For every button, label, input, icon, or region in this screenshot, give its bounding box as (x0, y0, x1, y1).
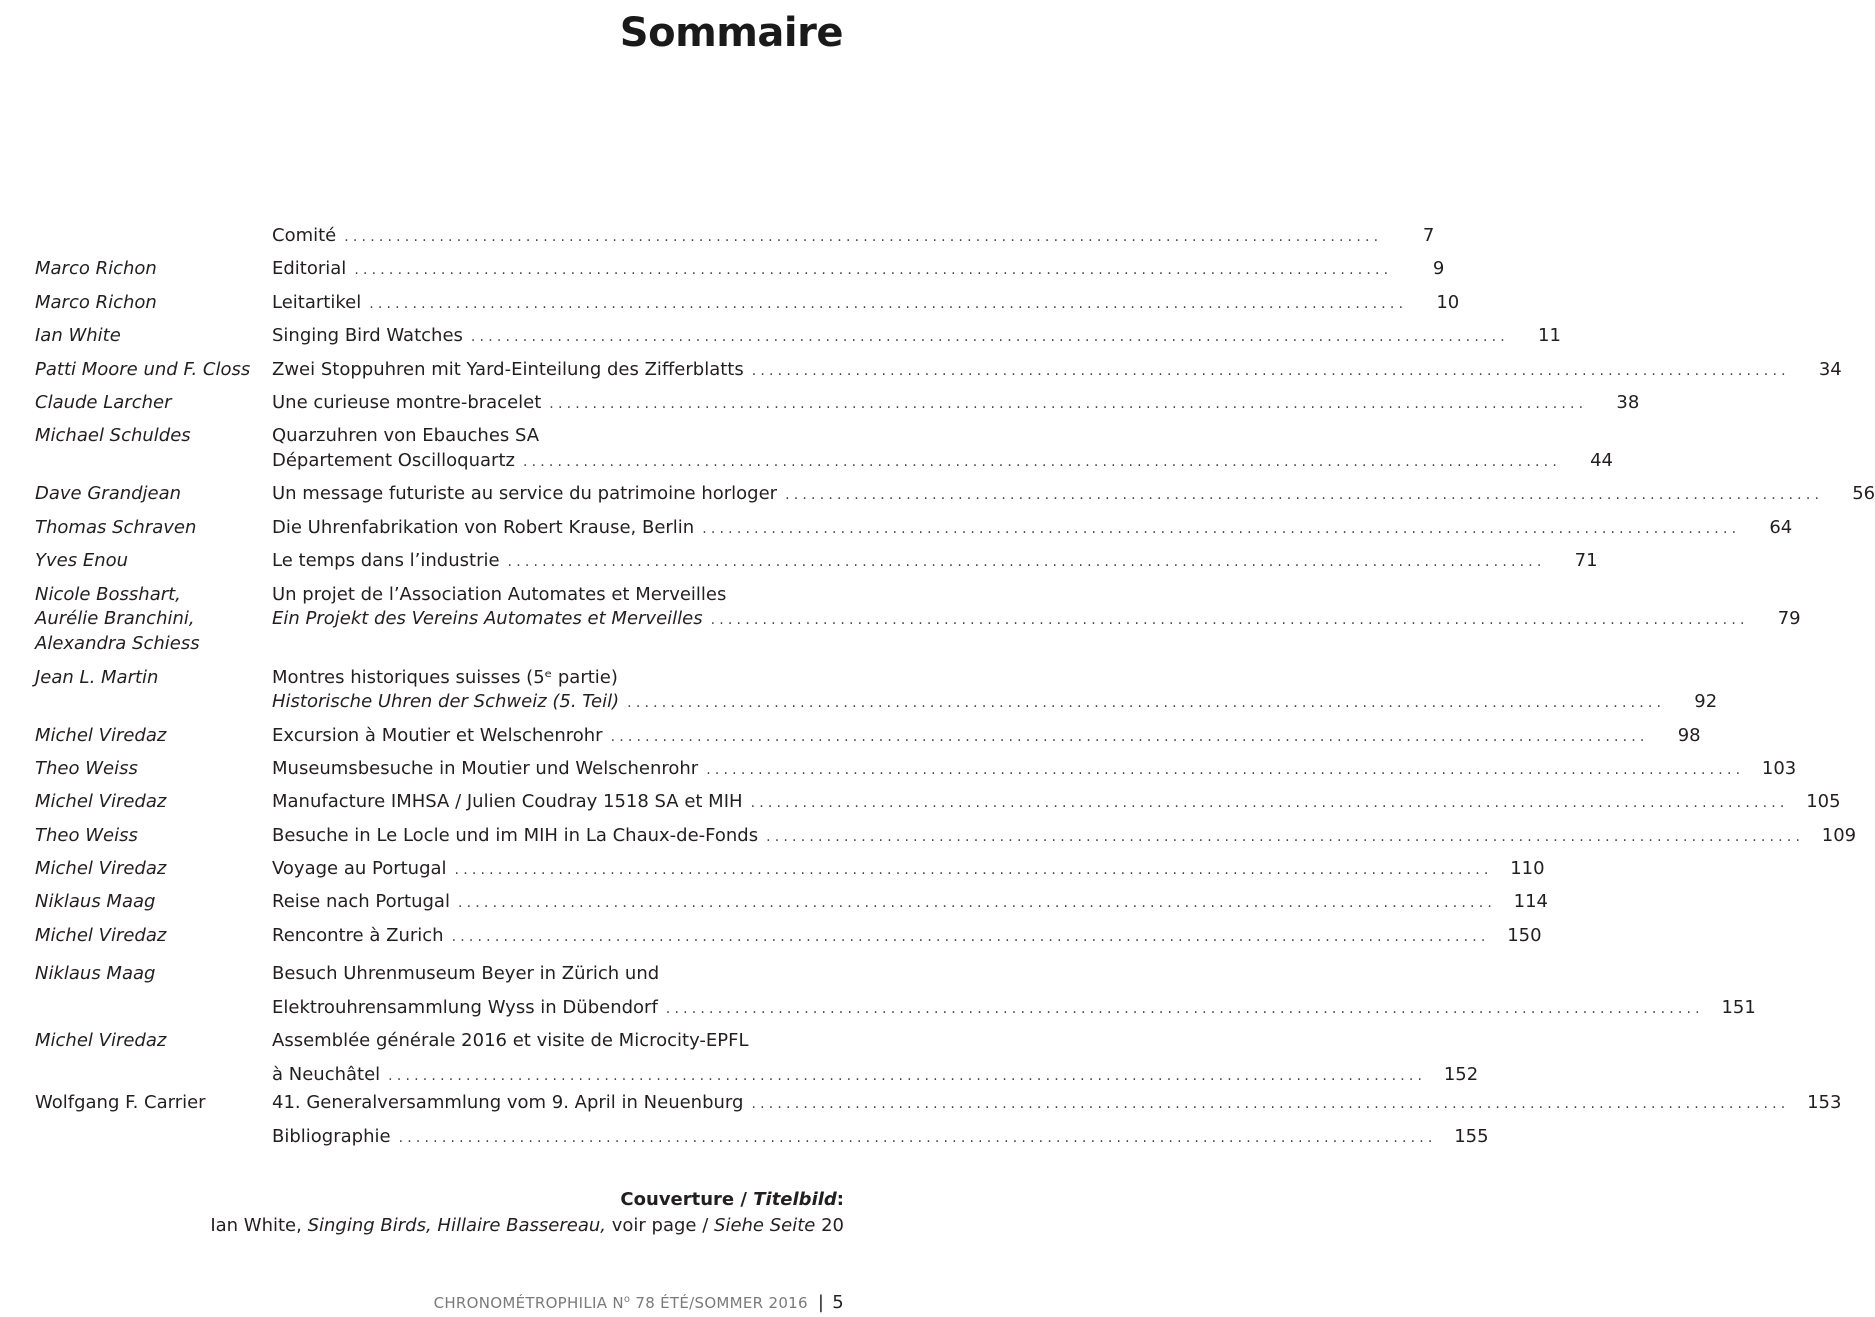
toc-author-line: Michel Viredaz (35, 724, 167, 746)
dot-leader: ........................................................................................................................ (457, 895, 1496, 912)
toc-title-line (272, 224, 1435, 250)
toc-title: Le temps dans l’industrie (272, 550, 500, 572)
toc-title: Die Uhrenfabrikation von Robert Krause, Berlin (272, 516, 695, 538)
page-title: Sommaire (619, 10, 843, 56)
page-footer: CHRONOMÉTROPHILIA $N^o$ 78 ÉTÉ/SOMMER 2016 | 5 (433, 1292, 844, 1313)
toc-author-line: Aurélie Branchini, (35, 608, 195, 630)
toc-page-number: 103 (1761, 757, 1797, 779)
toc-author-line: Patti Moore und F. Closs (35, 358, 251, 380)
dot-leader: ........................................................................................................................ (454, 862, 1493, 879)
dot-leader: ........................................................................................................................ (702, 520, 1741, 537)
toc-entry (0, 1125, 1489, 1158)
toc-title-line (272, 549, 1598, 575)
toc-title-line (272, 1024, 844, 1057)
toc-title-line (272, 991, 1756, 1026)
toc-entry (0, 1024, 1479, 1091)
toc-page-number: 79 (1777, 608, 1801, 630)
toc-titles (272, 516, 1793, 542)
toc-entry (0, 224, 1435, 257)
toc-title: Une curieuse montre-bracelet (272, 391, 542, 413)
toc-titles (272, 324, 1561, 350)
dot-leader: ........................................................................................................................ (610, 728, 1649, 745)
footer-separator: | (817, 1292, 825, 1313)
toc-entry (0, 482, 1875, 515)
toc-page-number: 152 (1443, 1063, 1479, 1085)
toc-page-number: 71 (1574, 550, 1598, 572)
toc-title-line (272, 516, 1793, 542)
toc-page-number: 7 (1422, 225, 1435, 246)
toc-titles (272, 583, 1801, 633)
toc-title: Historische Uhren der Schweiz (5. Teil) (272, 691, 620, 713)
toc-entry (0, 857, 1545, 890)
toc-titles (272, 549, 1598, 575)
toc-page-number: 153 (1807, 1092, 1842, 1114)
toc-title-line (272, 257, 1445, 283)
toc-entry (0, 516, 1793, 549)
toc-author-line: Michel Viredaz (35, 791, 167, 813)
toc-author (35, 424, 267, 449)
toc-page-number: 109 (1821, 824, 1857, 846)
toc-page-number: 105 (1806, 791, 1841, 813)
dot-leader: ........................................................................................................................ (388, 1067, 1427, 1084)
journal-name: CHRONOMÉTROPHILIA N (433, 1294, 624, 1312)
toc-author (35, 924, 267, 949)
toc-titles (272, 824, 1857, 850)
toc-entry (0, 391, 1640, 424)
toc-page-number: 110 (1510, 858, 1545, 880)
toc-author-line: Theo Weiss (35, 757, 138, 779)
toc-entry (0, 549, 1598, 582)
dot-leader: ........................................................................................................................ (751, 362, 1790, 379)
toc-author (35, 957, 267, 990)
toc-author-line: Alexandra Schiess (35, 632, 200, 654)
toc-entry (0, 291, 1460, 324)
toc-author (35, 790, 267, 815)
toc-title-line (272, 790, 1841, 816)
toc-author-line: Michel Viredaz (35, 924, 167, 946)
toc-author-line: Jean L. Martin (35, 666, 159, 688)
toc-title-line (272, 424, 844, 449)
toc-title-line (272, 607, 1801, 633)
toc-author (35, 391, 267, 416)
toc-title: Reise nach Portugal (272, 891, 450, 913)
dot-leader: ........................................................................................................................ (750, 795, 1789, 812)
toc-author-line: Thomas Schraven (35, 516, 197, 538)
dot-leader: ........................................................................................................................ (751, 1096, 1790, 1113)
toc-author (35, 1024, 267, 1057)
toc-author (35, 516, 267, 541)
cover-credit (210, 1187, 844, 1239)
toc-author (35, 549, 267, 574)
toc-author (35, 1091, 267, 1116)
toc-title: Editorial (272, 258, 347, 280)
toc-title: Leitartikel (272, 291, 362, 313)
toc-title: Département Oscilloquartz (272, 449, 515, 471)
toc-title: Excursion à Moutier et Welschenrohr (272, 724, 603, 746)
dot-leader: ........................................................................................................................ (665, 1000, 1704, 1017)
toc-entry (0, 790, 1841, 823)
toc-author (35, 666, 267, 691)
toc-title: à Neuchâtel (272, 1063, 381, 1085)
toc-title: Montres historiques suisses (5ᵉ partie) (272, 666, 618, 688)
toc-page-number: 98 (1677, 724, 1701, 746)
toc-title-line (272, 583, 844, 608)
dot-leader: ........................................................................................................................ (451, 928, 1490, 945)
toc-page-number: 38 (1616, 391, 1640, 413)
toc-title-line (272, 1058, 1479, 1093)
toc-entry (0, 358, 1842, 391)
toc-page-number: 44 (1590, 449, 1613, 471)
toc-entry (0, 583, 1801, 666)
toc-titles (272, 1024, 1479, 1093)
toc-page-number: 92 (1694, 691, 1718, 713)
toc-author-line: Dave Grandjean (35, 483, 182, 505)
dot-leader: ........................................................................................................................ (507, 554, 1546, 571)
toc-title-line (272, 666, 844, 691)
toc-titles (272, 291, 1460, 317)
toc-author-line: Michel Viredaz (35, 858, 167, 880)
toc-title: Rencontre à Zurich (272, 924, 444, 946)
toc-author-line: Michael Schuldes (35, 425, 191, 447)
toc-titles (272, 757, 1797, 783)
dot-leader: ........................................................................................................................ (398, 1129, 1437, 1146)
toc-page-number: 150 (1507, 924, 1542, 946)
dot-leader: ........................................................................................................................ (710, 612, 1749, 629)
toc-entry (0, 924, 1542, 957)
cover-heading-de: Titelbild (753, 1189, 837, 1210)
toc-titles (272, 957, 1756, 1026)
dot-leader: ........................................................................................................................ (344, 229, 1383, 245)
toc-title: Voyage au Portugal (272, 858, 447, 880)
toc-author (35, 583, 267, 657)
toc-title-line (272, 482, 1875, 508)
toc-author-line: Wolfgang F. Carrier (35, 1092, 206, 1114)
toc-page-number: 155 (1454, 1125, 1489, 1147)
toc-entry (0, 1091, 1842, 1124)
toc-author-line: Niklaus Maag (35, 891, 156, 913)
toc-titles (272, 482, 1875, 508)
toc-titles (272, 924, 1542, 950)
toc-page-number: 10 (1436, 291, 1460, 313)
toc-title-line (272, 924, 1542, 950)
toc-title: Besuche in Le Locle und im MIH in La Chaux-de-Fonds (272, 824, 759, 846)
toc-title: Museumsbesuche in Moutier und Welschenrohr (272, 757, 699, 779)
toc-titles (272, 857, 1545, 883)
toc-title-line (272, 690, 1718, 716)
issue-label: 78 ÉTÉ/SOMMER 2016 (630, 1294, 808, 1312)
toc-entry (0, 257, 1445, 290)
dot-leader: ........................................................................................................................ (627, 695, 1666, 712)
toc-title: Besuch Uhrenmuseum Beyer in Zürich und (272, 963, 660, 985)
toc-author-line: Yves Enou (35, 550, 129, 572)
toc-author-line: Claude Larcher (35, 391, 172, 413)
toc-titles (272, 890, 1548, 916)
toc-title: Ein Projekt des Vereins Automates et Merveilles (272, 608, 703, 630)
toc-entry (0, 957, 1756, 1024)
toc-title: Singing Bird Watches (272, 325, 463, 347)
toc-title-line (272, 757, 1797, 783)
toc-titles (272, 724, 1701, 750)
toc-author-line: Michel Viredaz (35, 1030, 167, 1052)
toc-entry (0, 757, 1797, 790)
toc-title: Quarzuhren von Ebauches SA (272, 425, 540, 447)
toc-page-number: 56 (1852, 483, 1875, 505)
toc-page-number: 11 (1538, 325, 1561, 347)
toc-page-number: 114 (1513, 891, 1548, 913)
toc-entry (0, 724, 1701, 757)
toc-author-line: Niklaus Maag (35, 963, 156, 985)
toc-author (35, 857, 267, 882)
toc-titles (272, 391, 1640, 417)
toc-titles (272, 790, 1841, 816)
toc-title-line (272, 324, 1561, 350)
toc-title-line (272, 890, 1548, 916)
toc-author (35, 482, 267, 507)
toc-title-line (272, 857, 1545, 883)
toc-author (35, 757, 267, 782)
toc-title-line (272, 957, 844, 990)
toc-author (35, 724, 267, 749)
toc-title-line (272, 724, 1701, 750)
toc-author (35, 358, 267, 383)
toc-title-line (272, 1125, 1489, 1151)
toc-title-line (272, 291, 1460, 317)
toc-title: Zwei Stoppuhren mit Yard-Einteilung des Zifferblatts (272, 358, 744, 380)
cover-description: Ian White, Singing Birds, Hillaire Bassereau, voir page / Siehe Seite 20 (210, 1215, 844, 1236)
toc-titles (272, 424, 1613, 474)
toc-title-line (272, 824, 1857, 850)
dot-leader: ........................................................................................................................ (470, 329, 1509, 346)
toc-author (35, 824, 267, 849)
toc-titles (272, 1091, 1842, 1117)
toc-author-line: Marco Richon (35, 258, 157, 280)
toc-titles (272, 358, 1842, 384)
toc-author (35, 324, 267, 349)
toc-title: Assemblée générale 2016 et visite de Microcity-EPFL (272, 1030, 749, 1052)
dot-leader: ........................................................................................................................ (369, 295, 1408, 312)
toc-title-line (272, 391, 1640, 417)
dot-leader: ........................................................................................................................ (706, 761, 1745, 778)
page-number: 5 (832, 1292, 844, 1313)
toc-entry (0, 666, 1718, 724)
toc-page-number: 34 (1818, 358, 1842, 380)
toc-author (35, 291, 267, 316)
toc-titles (272, 257, 1445, 283)
toc-title: Elektrouhrensammlung Wyss in Dübendorf (272, 996, 658, 1018)
toc-author-line: Theo Weiss (35, 824, 138, 846)
toc-title: Un message futuriste au service du patrimoine horloger (272, 483, 778, 505)
table-of-contents (0, 224, 1875, 1158)
toc-author-line: Nicole Bosshart, (35, 583, 181, 605)
toc-title: Un projet de l’Association Automates et Merveilles (272, 583, 727, 605)
toc-page-number: 9 (1432, 258, 1445, 280)
toc-title-line (272, 1091, 1842, 1117)
toc-titles (272, 224, 1435, 250)
cover-heading-fr: Couverture (620, 1189, 735, 1210)
toc-title-line (272, 449, 1613, 475)
toc-titles (272, 1125, 1489, 1151)
dot-leader: ........................................................................................................................ (785, 487, 1824, 504)
toc-entry (0, 824, 1857, 857)
toc-author-line: Ian White (35, 325, 121, 347)
toc-title: Manufacture IMHSA / Julien Coudray 1518 SA et MIH (272, 791, 743, 813)
toc-title: 41. Generalversammlung vom 9. April in Neuenburg (272, 1092, 744, 1114)
toc-title: Comité (272, 225, 337, 246)
dot-leader: ........................................................................................................................ (766, 828, 1805, 845)
toc-entry (0, 890, 1548, 923)
toc-title-line (272, 358, 1842, 384)
toc-titles (272, 666, 1718, 716)
dot-leader: ........................................................................................................................ (522, 453, 1561, 470)
toc-author (35, 257, 267, 282)
toc-entry (0, 424, 1613, 482)
toc-author (35, 890, 267, 915)
toc-author-line: Marco Richon (35, 291, 157, 313)
dot-leader: ........................................................................................................................ (354, 262, 1393, 279)
dot-leader: ........................................................................................................................ (549, 395, 1588, 412)
toc-page-number: 151 (1721, 996, 1756, 1018)
cover-heading: Couverture / Titelbild: (620, 1189, 844, 1210)
toc-entry (0, 324, 1561, 357)
toc-page-number: 64 (1769, 516, 1793, 538)
toc-title: Bibliographie (272, 1125, 391, 1147)
